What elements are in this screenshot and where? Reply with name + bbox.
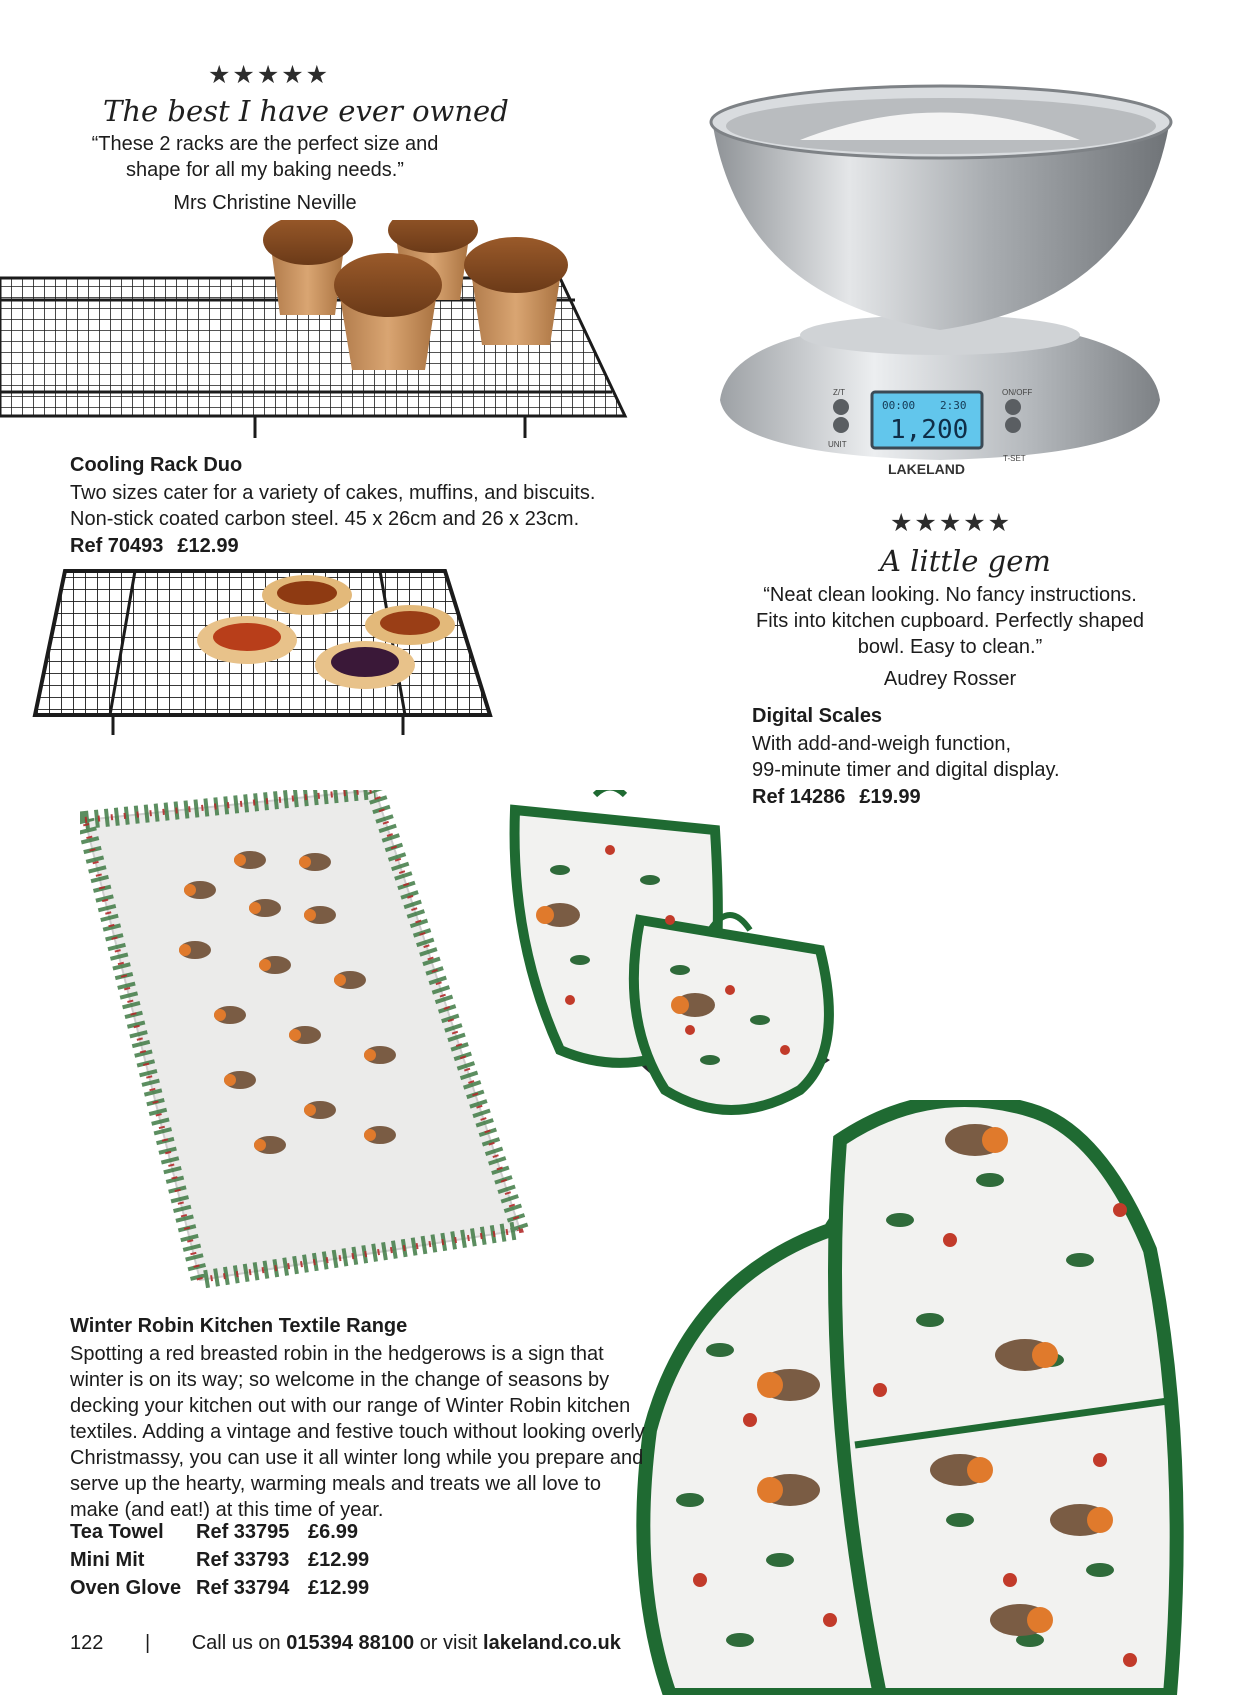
btn-label-onoff: ON/OFF	[1002, 388, 1033, 397]
lcd-time-left: 00:00	[882, 399, 916, 412]
price-row-mini-mit	[70, 1546, 369, 1574]
review-headline-scales: A little gem	[880, 544, 1051, 578]
footer-visit-text: or visit	[419, 1632, 478, 1654]
item-ref: Ref 33795	[196, 1520, 290, 1543]
item-price: £12.99	[308, 1548, 370, 1571]
scale-brand: LAKELAND	[888, 461, 965, 477]
product-title-cooling-rack: Cooling Rack Duo	[70, 454, 243, 476]
product-ref-cooling-rack	[70, 535, 253, 558]
item-name: Mini Mit	[70, 1548, 145, 1571]
item-ref: Ref 33794	[196, 1576, 290, 1599]
price: £19.99	[859, 786, 921, 808]
cooling-rack-large-image	[0, 220, 640, 450]
product-desc-cooling-rack-1: Two sizes cater for a variety of cakes, muffins, and biscuits.	[70, 482, 596, 504]
product-title-scales: Digital Scales	[752, 705, 883, 727]
footer-call-text: Call us on	[191, 1632, 281, 1654]
ref-code: Ref 70493	[70, 535, 164, 557]
product-desc-scales-2: 99-minute timer and digital display.	[752, 759, 1060, 781]
textiles-price-list	[70, 1518, 369, 1602]
review-stars: ★★★★★	[208, 61, 331, 89]
item-price: £12.99	[308, 1576, 370, 1599]
review-quote-scales-3: bowl. Easy to clean.”	[857, 636, 1043, 658]
zero-tare-button[interactable]	[833, 399, 849, 415]
item-name: Tea Towel	[70, 1520, 164, 1543]
product-desc-scales-1: With add-and-weigh function,	[752, 733, 1012, 755]
review-quote-scales-2: Fits into kitchen cupboard. Perfectly shaped	[756, 610, 1144, 632]
page-number: 122	[70, 1632, 104, 1654]
btn-label-zt: Z/T	[833, 388, 845, 397]
footer-website-link[interactable]: lakeland.co.uk	[483, 1632, 621, 1654]
product-desc-cooling-rack-2: Non-stick coated carbon steel. 45 x 26cm and 26 x 23cm.	[70, 508, 580, 530]
unit-button[interactable]	[833, 417, 849, 433]
power-button[interactable]	[1005, 399, 1021, 415]
product-title-textiles: Winter Robin Kitchen Textile Range	[70, 1315, 408, 1337]
review-quote: “These 2 racks are the perfect size and shape for all my baking needs.”	[91, 133, 439, 181]
review-author-scales: Audrey Rosser	[883, 668, 1017, 690]
price: £12.99	[177, 535, 239, 557]
lcd-weight: 1,200	[890, 415, 969, 445]
cooling-rack-small-image	[25, 565, 505, 740]
footer	[70, 1632, 621, 1655]
review-author: Mrs Christine Neville	[173, 192, 357, 214]
review-headline: The best I have ever owned	[103, 94, 509, 128]
lcd-time-right: 2:30	[940, 399, 967, 412]
footer-separator: |	[144, 1632, 151, 1654]
price-row-tea-towel	[70, 1518, 369, 1546]
btn-label-unit: UNIT	[828, 440, 847, 449]
oven-glove-image	[630, 1100, 1200, 1695]
item-price: £6.99	[308, 1520, 359, 1543]
ref-code: Ref 14286	[752, 786, 846, 808]
tea-towel-image	[80, 790, 530, 1290]
review-quote-scales-1: “Neat clean looking. No fancy instructions.	[763, 584, 1137, 606]
footer-phone[interactable]: 015394 88100	[286, 1632, 415, 1654]
item-ref: Ref 33793	[196, 1548, 290, 1571]
timer-set-button[interactable]	[1005, 417, 1021, 433]
digital-scales-image	[700, 80, 1190, 500]
review-stars-scales: ★★★★★	[890, 509, 1013, 537]
price-row-oven-glove	[70, 1574, 369, 1602]
btn-label-tset: T-SET	[1003, 454, 1026, 463]
product-desc-textiles: Spotting a red breasted robin in the hedgerows is a sign that winter is on its way; so welcome in the change of seasons by decking your kitchen out with our range of Winter Robin kitchen textiles. Adding a vintage and festive touch without looking overly Christmassy, you can use it all winter long while you prepare and serve up the hearty, warming meals and treats we all love to make (and eat!) at this time of year.	[70, 1343, 645, 1521]
item-name: Oven Glove	[70, 1576, 182, 1599]
